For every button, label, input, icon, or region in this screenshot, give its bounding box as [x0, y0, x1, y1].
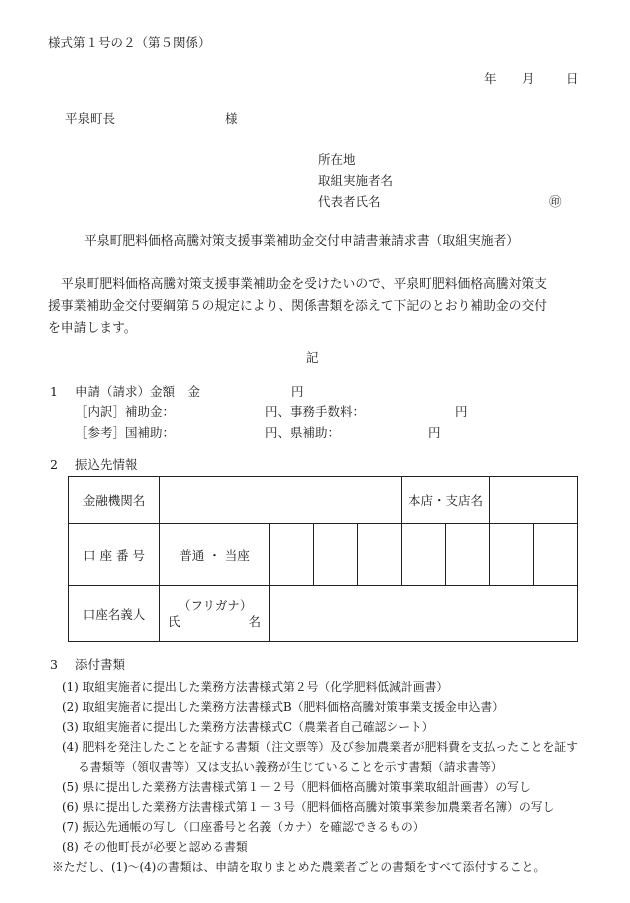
account-digit-cell[interactable] — [490, 524, 534, 586]
name-label-2: 名 — [248, 613, 261, 629]
section1-yen: 円 — [291, 384, 304, 399]
breakdown-yen: 円、事務手数料： — [265, 404, 366, 419]
account-digit-cell[interactable] — [270, 524, 314, 586]
reference-label: ［参考］国補助： — [75, 425, 176, 440]
attachment-item-6: (6) 県に提出した業務方法書様式第１－３号（肥料価格高騰対策事業参加農業者名簿）の写し — [62, 800, 555, 814]
ki-label: 記 — [306, 350, 319, 365]
account-digit-cell[interactable] — [314, 524, 358, 586]
attachment-item-1: (1) 取組実施者に提出した業務方法書様式第２号（化学肥料低減計画書） — [62, 680, 449, 694]
account-digit-cell[interactable] — [358, 524, 402, 586]
section1-label: 申請（請求）金額 金 — [75, 384, 201, 399]
bank-name-field[interactable] — [160, 477, 402, 524]
date-year: 年 — [484, 71, 497, 86]
branch-label: 本店・支店名 — [402, 477, 490, 524]
attachment-item-7: (7) 振込先通帳の写し（口座番号と名義（カナ）を確認できるもの） — [62, 820, 425, 834]
section3-label: 添付書類 — [75, 657, 126, 672]
name-label-1: 氏 — [168, 613, 181, 629]
branch-field[interactable] — [490, 477, 578, 524]
attachment-item-8: (8) その他町長が必要と認める書類 — [62, 840, 248, 854]
name-label — [168, 614, 269, 630]
date-day: 日 — [566, 71, 579, 86]
attachment-item-4-continued: る書類等（領収書等）又は支払い義務が生じていることを示す書類（請求書等） — [78, 760, 503, 774]
addressee-name: 平泉町長 — [65, 111, 116, 126]
attachment-note: ※ただし、(1)～(4)の書類は、申請を取りまとめた農業者ごとの書類をすべて添付すること。 — [52, 860, 546, 874]
date-month: 月 — [522, 71, 535, 86]
attachment-item-5: (5) 県に提出した業務方法書様式第１－２号（肥料価格高騰対策事業取組計画書）の写し — [62, 780, 531, 794]
representative-label: 代表者氏名 — [318, 194, 381, 209]
reference-yen: 円、県補助： — [265, 425, 341, 440]
bank-info-table — [68, 476, 578, 642]
holder-label: 口座名義人 — [69, 586, 160, 642]
breakdown-end: 円 — [455, 404, 468, 419]
section3-number: 3 — [50, 657, 58, 672]
document-title: 平泉町肥料価格高騰対策支援事業補助金交付申請書兼請求書（取組実施者） — [84, 234, 520, 249]
reference-end: 円 — [428, 425, 441, 440]
bank-name-label: 金融機関名 — [69, 477, 160, 524]
body-line: 援事業補助金交付要綱第５の規定により、関係書類を添えて下記のとおり補助金の交付 — [48, 299, 548, 314]
breakdown-label: ［内訳］補助金： — [75, 404, 176, 419]
section2-number: 2 — [50, 457, 58, 472]
account-digit-cell[interactable] — [446, 524, 490, 586]
account-number-label: 口 座 番 号 — [69, 524, 160, 586]
attachment-item-2: (2) 取組実施者に提出した業務方法書様式B（肥料価格高騰対策事業支援金申込書） — [62, 700, 505, 714]
section1-number: 1 — [50, 384, 58, 399]
furigana-label: （フリガナ） — [178, 597, 253, 613]
body-line: 平泉町肥料価格高騰対策支援事業補助金を受けたいので、平泉町肥料価格高騰対策支 — [61, 277, 548, 292]
attachment-item-4: (4) 肥料を発注したことを証する書類（注文票等）及び参加農業者が肥料費を支払ったことを証す — [62, 740, 578, 754]
seal-mark: ㊞ — [549, 194, 562, 209]
attachment-item-3: (3) 取組実施者に提出した業務方法書様式C（農業者自己確認シート） — [62, 720, 434, 734]
furigana-cell — [160, 586, 270, 642]
implementer-label: 取組実施者名 — [318, 173, 394, 188]
form-number: 様式第１号の２（第５関係） — [48, 35, 211, 50]
addressee-honorific: 様 — [225, 111, 238, 126]
section2-label: 振込先情報 — [75, 457, 138, 472]
account-type-label: 普通 ・ 当座 — [160, 524, 270, 586]
body-line: を申請します。 — [48, 321, 137, 336]
address-label: 所在地 — [318, 152, 356, 167]
body-paragraph — [48, 274, 590, 340]
account-digit-cell[interactable] — [534, 524, 578, 586]
holder-name-field[interactable] — [270, 586, 578, 642]
account-digit-cell[interactable] — [402, 524, 446, 586]
